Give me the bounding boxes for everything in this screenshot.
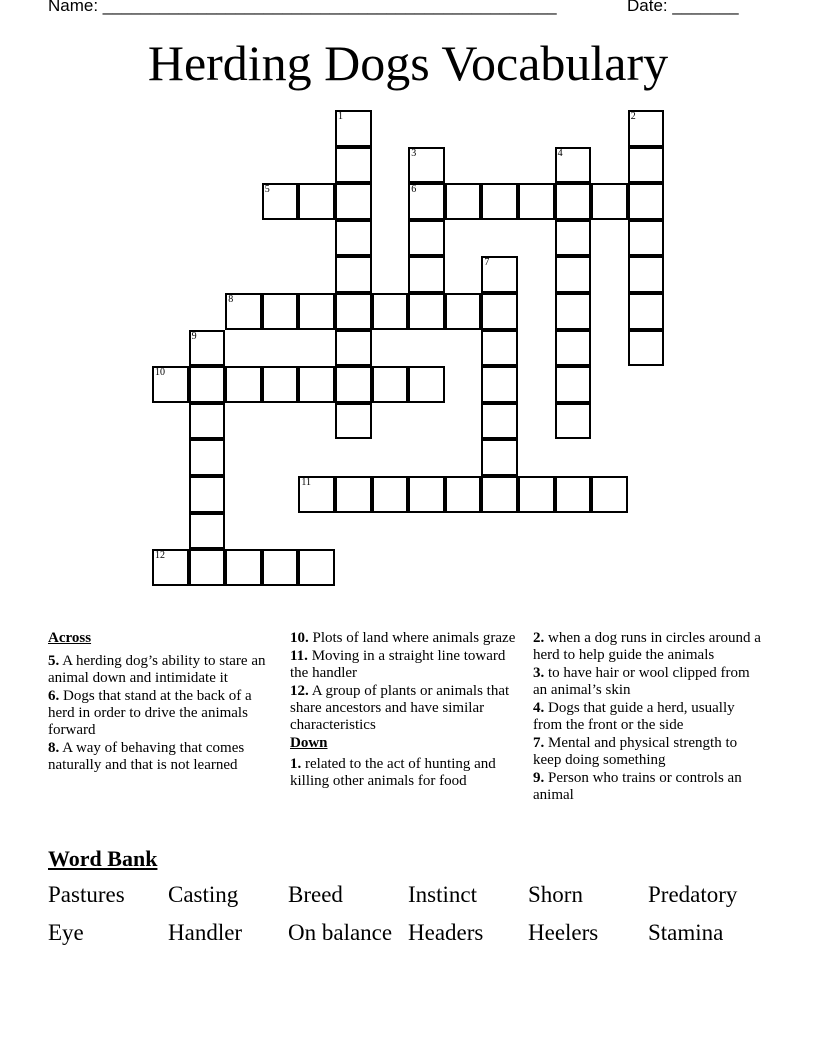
crossword-cell[interactable] [555,476,592,513]
crossword-cell[interactable] [189,513,226,550]
crossword-cell[interactable] [518,183,555,220]
crossword-cell[interactable] [152,366,189,403]
crossword-cell[interactable] [372,366,409,403]
clues-column-3 [533,630,765,805]
crossword-cell[interactable] [555,256,592,293]
crossword-cell[interactable] [262,549,299,586]
crossword-cell[interactable] [335,476,372,513]
clues-column-2 [290,630,524,791]
crossword-cell[interactable] [445,183,482,220]
crossword-cell[interactable] [555,147,592,184]
crossword-cell[interactable] [225,366,262,403]
crossword-cell[interactable] [335,293,372,330]
crossword-cell[interactable] [628,147,665,184]
crossword-cell[interactable] [335,183,372,220]
crossword-cell[interactable] [335,403,372,440]
clue-across-10: 10. Plots of land where animals graze [290,630,516,646]
cell-number: 11 [301,477,312,488]
cell-number: 6 [411,184,417,196]
cell-number: 2 [630,111,636,122]
crossword-cell[interactable] [335,330,372,367]
crossword-cell[interactable] [628,330,665,367]
crossword-cell[interactable] [335,366,372,403]
clue-across-8: 8. A way of behaving that comes naturally and that is not learned [48,740,245,773]
clue-down-4: 4. Dogs that guide a herd, usually from the front or the side [533,700,735,733]
cell-number: 3 [411,147,417,159]
crossword-cell[interactable] [335,220,372,257]
crossword-cell[interactable] [555,293,592,330]
crossword-cell[interactable] [628,293,665,330]
clue-across-12: 12. A group of plants or animals that share ancestors and have similar characteristics [290,683,510,733]
crossword-cell[interactable] [189,366,226,403]
crossword-cell[interactable] [152,549,189,586]
clue-down-3: 3. to have hair or wool clipped from an animal’s skin [533,665,750,698]
crossword-cell[interactable] [591,183,628,220]
crossword-cell[interactable] [555,403,592,440]
crossword-cell[interactable] [189,439,226,476]
crossword-cell[interactable] [628,256,665,293]
crossword-cell[interactable] [408,183,445,220]
clue-down-1: 1. related to the act of hunting and killing other animals for food [290,756,496,789]
crossword-cell[interactable] [481,330,518,367]
crossword-cell[interactable] [335,256,372,293]
down-heading: Down [290,735,328,751]
crossword-cell[interactable] [481,366,518,403]
crossword-cell[interactable] [298,476,335,513]
word-bank-item: Predatory [648,882,738,907]
clue-down-9: 9. Person who trains or controls an animal [533,770,742,803]
crossword-cell[interactable] [298,366,335,403]
word-bank-item: Heelers [528,920,599,945]
crossword-cell[interactable] [555,330,592,367]
crossword-cell[interactable] [189,330,226,367]
cell-number: 10 [155,367,165,379]
crossword-cell[interactable] [408,220,445,257]
crossword-cell[interactable] [189,403,226,440]
crossword-cell[interactable] [555,220,592,257]
crossword-cell[interactable] [445,293,482,330]
crossword-cell[interactable] [555,183,592,220]
cell-number: 9 [191,330,197,342]
page-title: Herding Dogs Vocabulary [147,35,669,91]
crossword-cell[interactable] [298,549,335,586]
crossword-cell[interactable] [408,147,445,184]
word-bank-item: Pastures [48,882,125,907]
crossword-cell[interactable] [262,366,299,403]
word-bank-item: Stamina [648,920,724,945]
crossword-cell[interactable] [481,293,518,330]
crossword-cell[interactable] [298,293,335,330]
crossword-cell[interactable] [298,183,335,220]
crossword-cell[interactable] [225,549,262,586]
cell-number: 7 [484,257,490,269]
crossword-cell[interactable] [225,293,262,330]
word-bank-item: Breed [288,882,343,907]
word-bank-title: Word Bank [48,846,158,871]
clues-column-1 [48,630,270,775]
cell-number: 1 [338,111,343,122]
crossword-cell[interactable] [481,256,518,293]
word-bank-item: Instinct [408,882,477,907]
crossword-cell[interactable] [591,476,628,513]
date-field-label: Date: _______ [627,0,739,15]
name-field-label: Name: ________________________________________________ [48,0,557,15]
crossword-cell[interactable] [628,220,665,257]
word-bank-item: Handler [168,920,243,945]
crossword-cell[interactable] [628,183,665,220]
crossword-cell[interactable] [262,293,299,330]
crossword-cell[interactable] [555,366,592,403]
crossword-cell[interactable] [372,476,409,513]
cell-number: 4 [557,147,563,159]
crossword-cell[interactable] [335,110,372,147]
crossword-cell[interactable] [481,403,518,440]
clue-down-7: 7. Mental and physical strength to keep doing something [533,735,738,768]
crossword-cell[interactable] [189,476,226,513]
word-bank-item: Shorn [528,882,583,907]
crossword-cell[interactable] [481,476,518,513]
word-bank-item: On balance [288,920,393,945]
crossword-cell[interactable] [408,256,445,293]
crossword-cell[interactable] [481,439,518,476]
word-bank-item: Casting [168,882,239,907]
clue-across-5: 5. A herding dog’s ability to stare an animal down and intimidate it [48,653,266,686]
crossword-cell[interactable] [408,366,445,403]
crossword-cell[interactable] [408,476,445,513]
across-heading: Across [48,630,92,646]
clue-across-6: 6. Dogs that stand at the back of a herd in order to drive the animals forward [48,688,252,738]
cell-number: 5 [264,184,270,196]
crossword-cell[interactable] [408,293,445,330]
crossword-cell[interactable] [445,476,482,513]
word-bank-item: Eye [48,920,84,945]
cell-number: 12 [155,550,165,562]
crossword-cell[interactable] [481,183,518,220]
clue-down-2: 2. when a dog runs in circles around a herd to help guide the animals [533,630,761,663]
crossword-cell[interactable] [518,476,555,513]
word-bank [48,882,788,946]
crossword-cell[interactable] [189,549,226,586]
word-bank-item: Headers [408,920,484,945]
crossword-cell[interactable] [628,110,665,147]
cell-number: 8 [228,294,234,305]
crossword-cell[interactable] [262,183,299,220]
crossword-cell[interactable] [335,147,372,184]
crossword-cell[interactable] [372,293,409,330]
clue-across-11: 11. Moving in a straight line toward the handler [290,648,506,681]
